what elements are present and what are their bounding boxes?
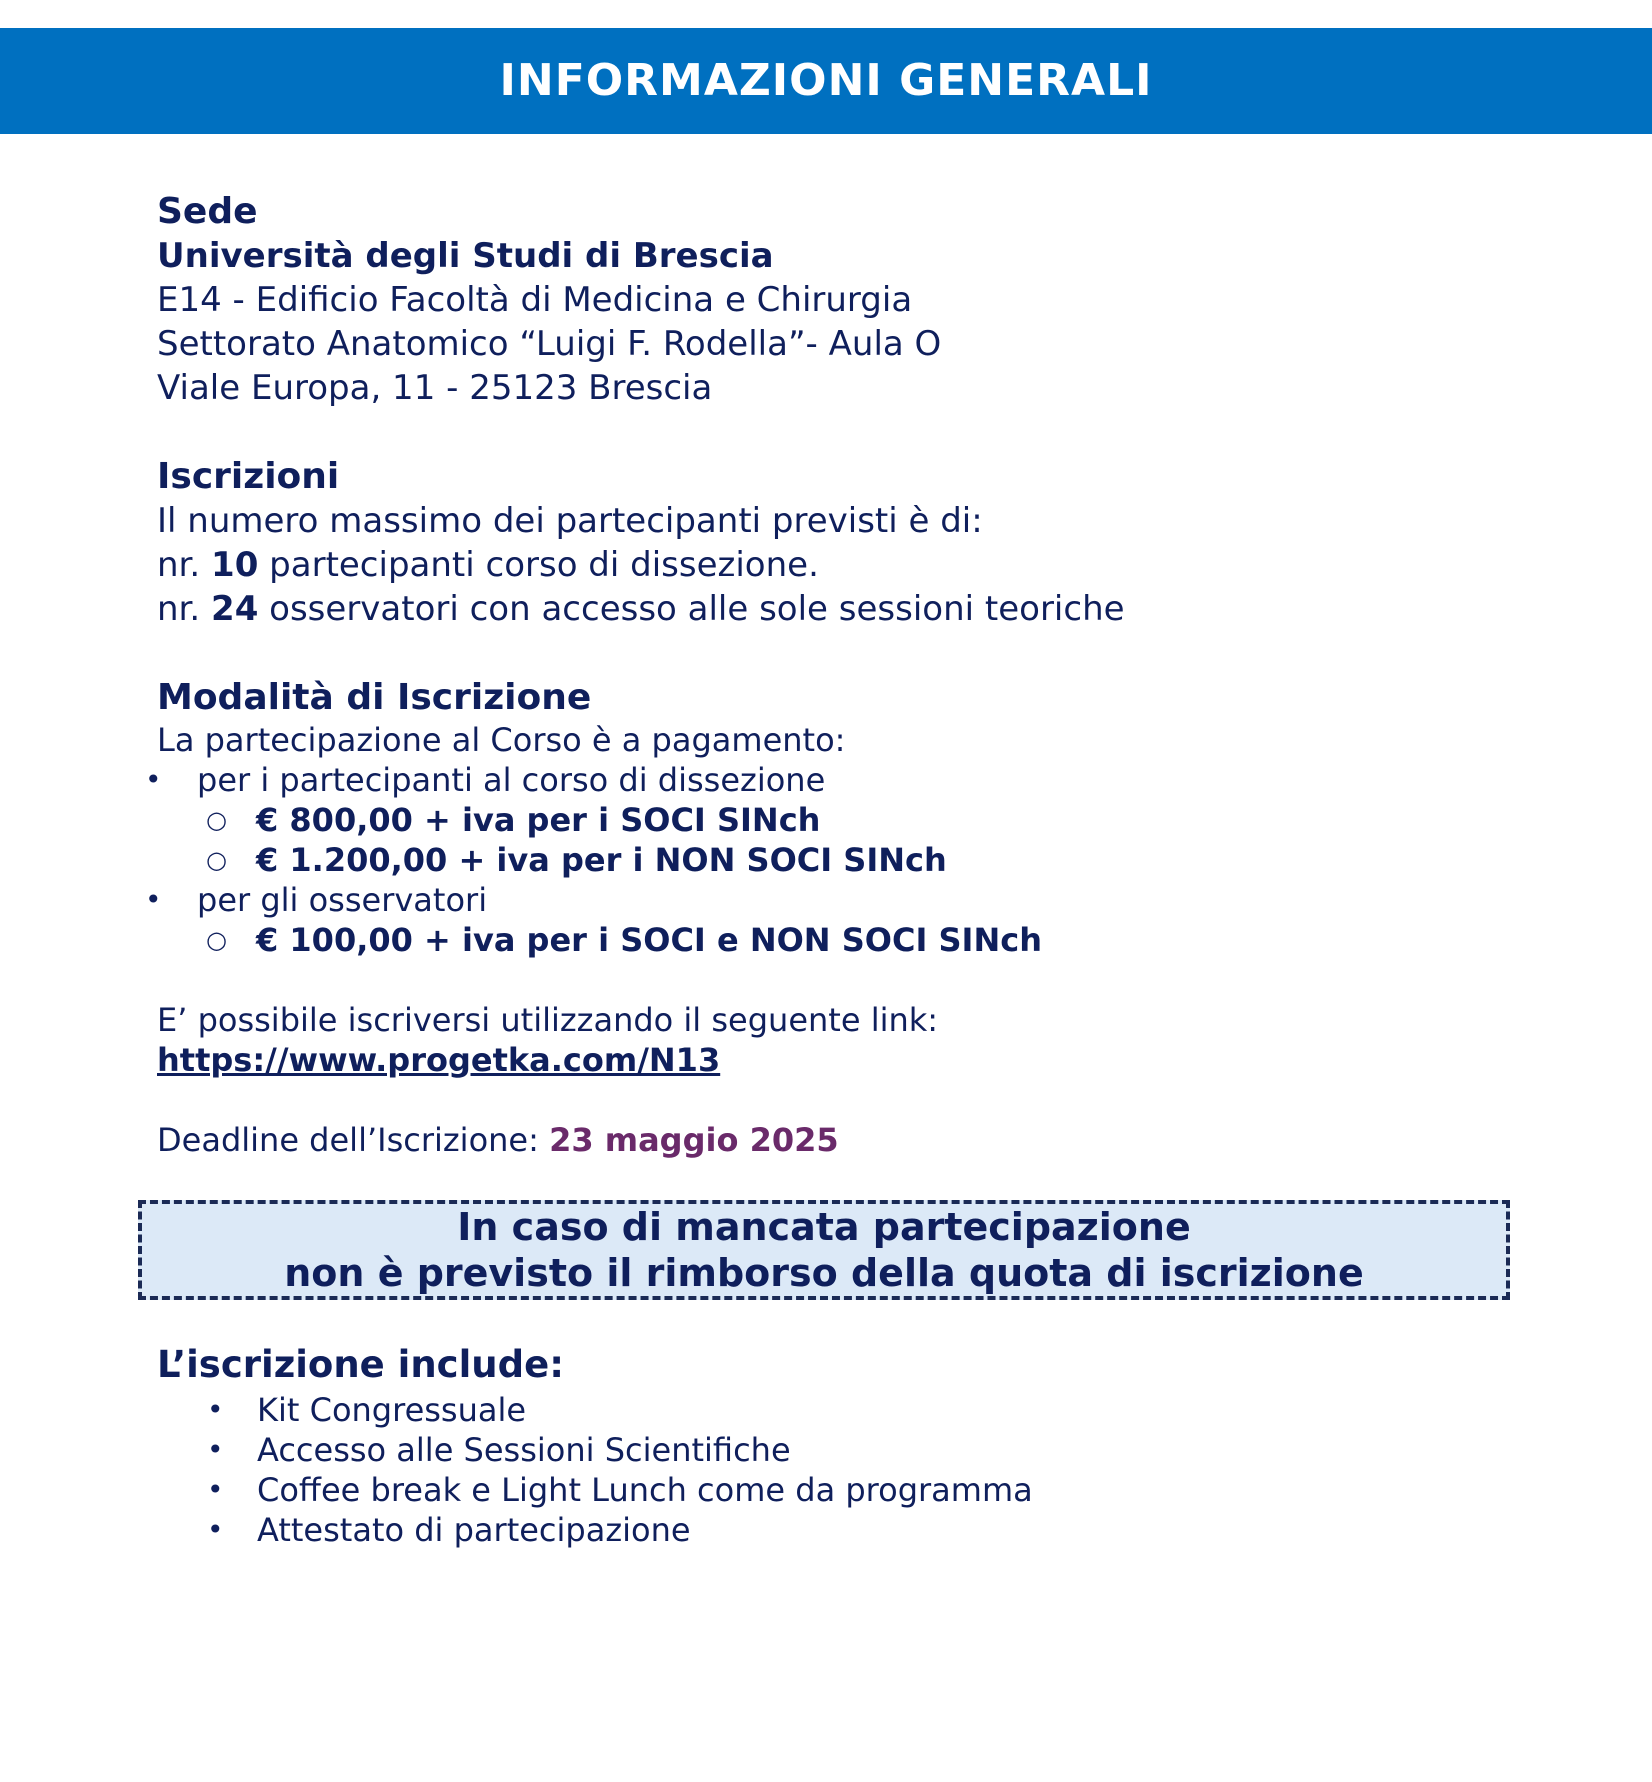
include-item: Coffee break e Light Lunch come da programma xyxy=(257,1471,1033,1509)
sede-address-line: Settorato Anatomico “Luigi F. Rodella”- Aula O xyxy=(157,324,942,364)
list-item xyxy=(157,920,1537,960)
circle-bullet-icon: ○ xyxy=(206,926,227,954)
price-item: € 800,00 + iva per i SOCI SINch xyxy=(256,801,821,839)
notice-line: non è previsto il rimborso della quota di iscrizione xyxy=(284,1251,1364,1295)
price-item: € 1.200,00 + iva per i NON SOCI SINch xyxy=(256,841,947,879)
prefix: nr. xyxy=(157,589,212,629)
bullet-icon: • xyxy=(207,1473,224,1506)
suffix: osservatori con accesso alle sole sessioni teoriche xyxy=(258,589,1125,629)
iscrizioni-line-observers xyxy=(157,587,1537,631)
participants-count: 10 xyxy=(211,545,259,585)
link-intro: E’ possibile iscriversi utilizzando il seguente link: xyxy=(157,1001,939,1039)
modalita-intro: La partecipazione al Corso è a pagamento: xyxy=(157,721,846,759)
list-item xyxy=(157,1510,1457,1550)
group-label: per i partecipanti al corso di dissezione xyxy=(197,761,826,799)
include-item: Kit Congressuale xyxy=(257,1391,527,1429)
price-item: € 100,00 + iva per i SOCI e NON SOCI SINch xyxy=(256,921,1042,959)
list-item xyxy=(145,760,1537,800)
bullet-icon: • xyxy=(207,1433,224,1466)
sede-address-line: Viale Europa, 11 - 25123 Brescia xyxy=(157,368,713,408)
deadline-label: Deadline dell’Iscrizione: xyxy=(157,1121,550,1159)
includes-heading: L’iscrizione include: xyxy=(157,1343,564,1386)
no-refund-notice xyxy=(138,1200,1510,1300)
registration-link[interactable]: https://www.progetka.com/N13 xyxy=(157,1041,721,1079)
list-item xyxy=(157,1470,1457,1510)
notice-line: In caso di mancata partecipazione xyxy=(457,1205,1191,1249)
prefix: nr. xyxy=(157,545,212,585)
deadline-date: 23 maggio 2025 xyxy=(549,1121,839,1159)
page-title: INFORMAZIONI GENERALI xyxy=(499,55,1153,106)
sede-university: Università degli Studi di Brescia xyxy=(157,236,774,276)
iscrizioni-heading: Iscrizioni xyxy=(157,456,340,497)
bullet-icon: • xyxy=(145,883,162,916)
bullet-icon: • xyxy=(207,1513,224,1546)
circle-bullet-icon: ○ xyxy=(206,806,227,834)
suffix: partecipanti corso di dissezione. xyxy=(258,545,819,585)
group-label: per gli osservatori xyxy=(197,881,488,919)
iscrizioni-line-participants xyxy=(157,543,1537,587)
list-item xyxy=(145,880,1537,920)
include-item: Attestato di partecipazione xyxy=(257,1511,691,1549)
iscrizioni-intro: Il numero massimo dei partecipanti previsti è di: xyxy=(157,501,983,541)
list-item xyxy=(157,800,1537,840)
list-item xyxy=(157,1390,1457,1430)
bullet-icon: • xyxy=(207,1393,224,1426)
list-item xyxy=(157,840,1537,880)
includes-section xyxy=(157,1340,1457,1550)
header-banner xyxy=(0,28,1652,134)
sede-heading: Sede xyxy=(157,191,258,232)
modalita-heading: Modalità di Iscrizione xyxy=(157,677,592,718)
circle-bullet-icon: ○ xyxy=(206,846,227,874)
sede-address-line: E14 - Edificio Facoltà di Medicina e Chirurgia xyxy=(157,280,913,320)
main-content xyxy=(145,190,1537,1160)
deadline-line xyxy=(157,1120,1537,1160)
observers-count: 24 xyxy=(211,589,259,629)
include-item: Accesso alle Sessioni Scientifiche xyxy=(257,1431,791,1469)
bullet-icon: • xyxy=(145,763,162,796)
list-item xyxy=(157,1430,1457,1470)
